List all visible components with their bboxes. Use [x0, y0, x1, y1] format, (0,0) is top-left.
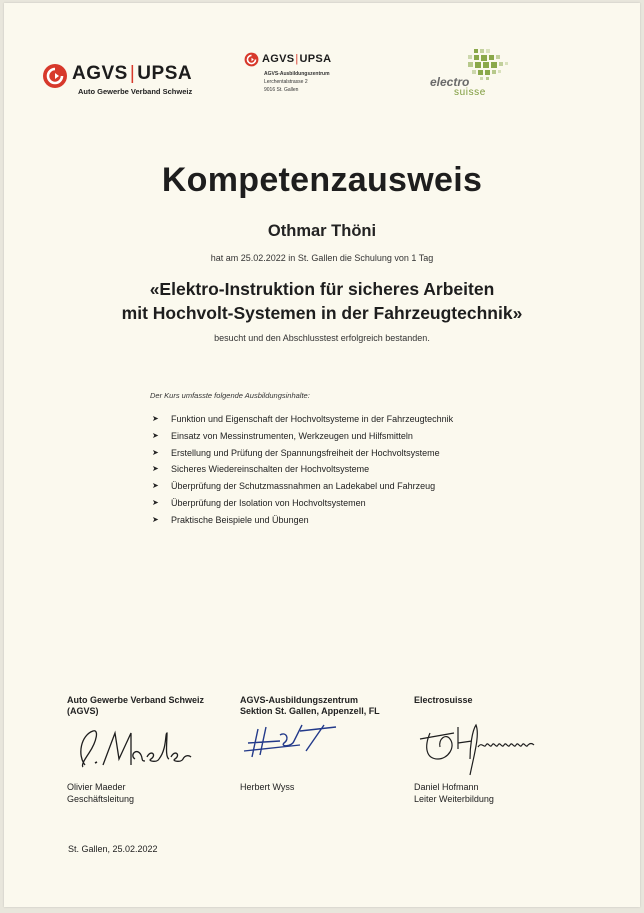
address-line: Lerchentalstrasse 2 [264, 79, 308, 85]
signatory [414, 781, 494, 805]
course-title-line-2: mit Hochvolt-Systemen in der Fahrzeugtechnik» [121, 303, 523, 323]
certificate-page [4, 3, 640, 907]
agvs-logo [42, 61, 202, 101]
agvs-center-logo-mark-icon [244, 52, 259, 67]
arrow-bullet-icon: ➤ [152, 481, 159, 491]
signature-org: Auto Gewerbe Verband Schweiz [67, 695, 205, 705]
contents-intro: Der Kurs umfasste folgende Ausbildungsinhalte: [150, 391, 310, 400]
list-item: ➤ Erstellung und Prüfung der Spannungsfreiheit der Hochvoltsysteme [152, 447, 440, 458]
address-line: 9016 St. Gallen [264, 87, 299, 93]
list-item: ➤ Einsatz von Messinstrumenten, Werkzeugen und Hilfsmitteln [152, 430, 413, 441]
arrow-bullet-icon: ➤ [152, 430, 159, 440]
agvs-logo-text: AGVS | UPSA [72, 63, 193, 84]
signature-block-electrosuisse [414, 695, 584, 804]
electrosuisse-logo [424, 45, 524, 100]
electrosuisse-word-1: electro [430, 75, 470, 89]
signature-org: Electrosuisse [414, 695, 473, 705]
signatory-name: Olivier Maeder [67, 782, 126, 792]
electrosuisse-word-2: suisse [454, 87, 486, 98]
signature-hofmann-icon [414, 719, 574, 779]
list-item: ➤ Sicheres Wiedereinschalten der Hochvoltsysteme [152, 464, 370, 475]
agvs-logo-subtitle: Auto Gewerbe Verband Schweiz [78, 87, 193, 96]
signatory [240, 781, 294, 793]
agvs-logo-mark-icon [42, 63, 68, 89]
list-item: ➤ Überprüfung der Schutzmassnahmen an Ladekabel und Fahrzeug [152, 481, 436, 492]
signatory-role: Geschäftsleitung [67, 794, 135, 804]
signature-block-center [240, 695, 420, 792]
agvs-center-logo [244, 51, 354, 99]
recipient-name: Othmar Thöni [267, 222, 377, 240]
signatory [67, 781, 134, 805]
attendance-line: hat am 25.02.2022 in St. Gallen die Schulung von 1 Tag [210, 253, 434, 263]
arrow-bullet-icon: ➤ [152, 514, 159, 524]
list-item: ➤ Praktische Beispiele und Übungen [152, 514, 309, 525]
signatory-role: Leiter Weiterbildung [414, 794, 494, 804]
signatory-name: Daniel Hofmann [414, 782, 479, 792]
signature-org: (AGVS) [67, 706, 99, 716]
passed-line: besucht und den Abschlusstest erfolgreich bestanden. [214, 333, 430, 343]
agvs-center-logo-text: AGVS|UPSA [262, 53, 332, 65]
arrow-bullet-icon: ➤ [152, 497, 159, 507]
course-title [4, 277, 640, 325]
signature-block-agvs [67, 695, 237, 804]
arrow-bullet-icon: ➤ [152, 414, 159, 423]
list-item: ➤ Überprüfung der Isolation von Hochvoltsystemen [152, 497, 366, 508]
signatory-name: Herbert Wyss [240, 782, 295, 792]
course-title-line-1: «Elektro-Instruktion für sicheres Arbeiten [149, 279, 495, 299]
electrosuisse-dots-icon [462, 45, 518, 85]
list-item: ➤ Funktion und Eigenschaft der Hochvoltsysteme in der Fahrzeugtechnik [152, 414, 454, 424]
address-line: AGVS-Ausbildungszentrum [264, 71, 330, 77]
arrow-bullet-icon: ➤ [152, 447, 159, 457]
signature-wyss-icon [240, 721, 360, 761]
place-and-date: St. Gallen, 25.02.2022 [68, 844, 158, 854]
signature-org: AGVS-Ausbildungszentrum [240, 695, 359, 705]
arrow-bullet-icon: ➤ [152, 464, 159, 474]
certificate-title: Kompetenzausweis [161, 161, 483, 199]
signature-maeder-icon [71, 725, 201, 773]
contents-list [152, 414, 552, 532]
signature-org: Sektion St. Gallen, Appenzell, FL [240, 706, 380, 716]
